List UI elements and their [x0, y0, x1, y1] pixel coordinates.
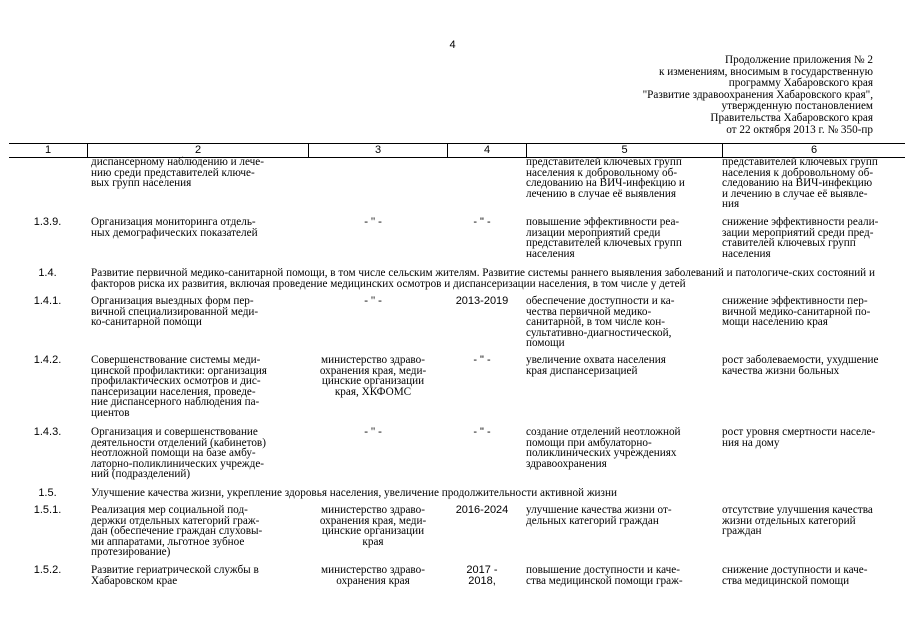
row-number: 1.4.1. [33, 295, 62, 307]
header-line: Правительства Хабаровского края [710, 111, 873, 124]
section-title: Развитие первичной медико-санитарной помощи, в том числе сельским жителям. Развитие системы раннего выявления заболеваний и патологиче-ских состояний и факторов риска их развития, включая проведение медицинских осмотров и диспансеризации населения, в том числе у детей [91, 267, 875, 290]
section-number: 1.4. [38, 267, 57, 279]
consequence-cell: снижение эффективности реали- зации мероприятий среди пред- ставителей ключевых групп населения [722, 216, 879, 260]
consequence-cell: отсутствие улучшения качества жизни отдельных категорий граждан [722, 504, 873, 538]
column-header-1: 1 [44, 144, 52, 156]
measure-cell: Совершенствование системы меди- цинской профилактики: организация профилактических осмотров и дис- пансеризации населения, проведе- ние диспансерного наблюдения па- циентов [91, 354, 267, 419]
period-cell: - " - [473, 426, 491, 438]
page-number: 4 [449, 39, 456, 51]
row-number: 1.5.2. [33, 564, 62, 576]
header-line: Продолжение приложения № 2 [725, 54, 873, 66]
expected-result-cell: создание отделений неотложной помощи при амбулаторно- поликлинических учреждениях здравоохранения [526, 426, 681, 470]
period-cell: 2017 - 2018, [466, 564, 498, 587]
period-cell: 2016-2024 [455, 504, 509, 516]
expected-result-cell: повышение доступности и каче- ства медицинской помощи граж- [526, 564, 683, 587]
consequence-cell: снижение эффективности пер- вичной медико-санитарной по- мощи населению края [722, 295, 871, 329]
header-line: к изменениям, вносимым в государственную [658, 65, 873, 78]
executor-cell: - " - [364, 216, 382, 228]
measure-cell: Развитие гериатрической службы в Хабаровском крае [91, 564, 259, 587]
executor-cell: - " - [364, 426, 382, 438]
consequence-cell: снижение доступности и каче- ства медицинской помощи [722, 564, 868, 587]
expected-result-cell: представителей ключевых групп населения к добровольному об- следованию на ВИЧ-инфекцию и лечению в случае её выявления [526, 156, 685, 200]
header-line: программу Хабаровского края [728, 77, 873, 90]
measure-cell: Реализация мер социальной под- держки отдельных категорий граж- дан (обеспечение граждан слуховы- ми аппаратами, льготное зубное протезирование) [91, 504, 263, 559]
appendix-header [643, 55, 873, 136]
row-number: 1.4.2. [33, 354, 62, 366]
expected-result-cell: улучшение качества жизни от- дельных категорий граждан [526, 504, 672, 527]
section-title: Улучшение качества жизни, укрепление здоровья населения, увеличение продолжительности активной жизни [91, 487, 617, 499]
executor-cell: - " - [364, 295, 382, 307]
measure-cell: Организация и совершенствование деятельности отделений (кабинетов) неотложной помощи на базе амбу- латорно-поликлинических учрежде- ний (подразделений) [91, 426, 266, 481]
column-header-4: 4 [447, 144, 526, 157]
column-header-6: 6 [722, 144, 905, 157]
consequence-cell: рост заболеваемости, ухудшение качества жизни больных [722, 354, 879, 377]
consequence-cell: рост уровня смертности населе- ния на дому [722, 426, 876, 449]
column-header-2: 2 [87, 144, 308, 157]
period-cell: 2013-2019 [455, 295, 509, 307]
measure-cell: диспансерному наблюдению и лече- нию среди представителей ключе- вых групп населения [91, 156, 264, 190]
column-header-3: 3 [308, 144, 447, 157]
period-cell: - " - [473, 354, 491, 366]
row-number: 1.5.1. [33, 504, 62, 516]
executor-cell: министерство здраво- охранения края [321, 564, 425, 587]
row-number: 1.4.3. [33, 426, 62, 438]
expected-result-cell: повышение эффективности реа- лизации мероприятий среди представителей ключевых групп населения [526, 216, 682, 260]
period-cell: - " - [473, 216, 491, 228]
expected-result-cell: увеличение охвата населения края диспансеризацией [526, 354, 666, 377]
measure-cell: Организация выездных форм пер- вичной специализированной меди- ко-санитарной помощи [91, 295, 259, 329]
section-number: 1.5. [38, 487, 57, 499]
executor-cell: министерство здраво- охранения края, меди- цинские организации края [319, 504, 427, 548]
row-number: 1.3.9. [33, 216, 62, 228]
header-line: "Развитие здравоохранения Хабаровского края", [642, 88, 873, 101]
column-header-5: 5 [526, 144, 722, 157]
header-line: утвержденную постановлением [721, 100, 873, 113]
header-line: от 22 октября 2013 г. № 350-пр [726, 123, 873, 136]
measure-cell: Организация мониторинга отдель- ных демографических показателей [91, 216, 258, 239]
executor-cell: министерство здраво- охранения края, меди- цинские организации края, ХКФОМС [319, 354, 427, 398]
consequence-cell: представителей ключевых групп населения к добровольному об- следованию на ВИЧ-инфекцию и лечению в случае её выявле- ния [722, 156, 878, 211]
expected-result-cell: обеспечение доступности и ка- чества первичной медико- санитарной, в том числе кон- сультативно-диагностической, помощи [526, 295, 675, 350]
